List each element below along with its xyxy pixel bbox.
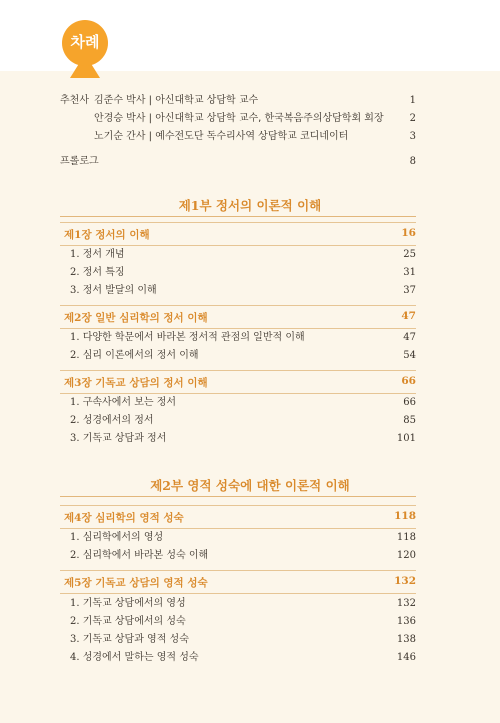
toc-item[interactable]: 1. 구속사에서 보는 정서 — [70, 397, 177, 408]
chapter-2[interactable] — [60, 305, 416, 329]
chapter-3-page: 66 — [401, 375, 416, 387]
toc-item[interactable]: 3. 정서 발달의 이해 — [70, 285, 157, 296]
recommender-1[interactable]: 김준수 박사 | 아신대학교 상담학 교수 — [94, 95, 259, 106]
toc-item[interactable]: 2. 심리학에서 바라본 성숙 이해 — [70, 550, 209, 561]
toc-item[interactable]: 3. 기독교 상담과 영적 성숙 — [70, 634, 189, 645]
part-2-rule — [60, 496, 416, 497]
recommenders-label: 추천사 — [60, 95, 89, 106]
chapter-3[interactable] — [60, 370, 416, 394]
toc-item-page: 85 — [403, 415, 416, 426]
toc-item[interactable]: 2. 기독교 상담에서의 성숙 — [70, 616, 186, 627]
part-1-rule — [60, 216, 416, 217]
toc-item[interactable]: 1. 정서 개념 — [70, 249, 125, 260]
toc-item[interactable]: 1. 기독교 상담에서의 영성 — [70, 598, 186, 609]
toc-item-page: 120 — [396, 550, 416, 561]
toc-item-page: 118 — [396, 532, 416, 543]
recommender-3[interactable]: 노기순 간사 | 예수전도단 독수리사역 상담학교 코디네이터 — [94, 131, 349, 142]
toc-item-page: 132 — [396, 598, 416, 609]
chapter-2-page: 47 — [401, 310, 416, 322]
prologue-link[interactable]: 프롤로그 — [60, 156, 99, 167]
chapter-4-page: 118 — [394, 510, 416, 522]
prologue-page: 8 — [409, 156, 416, 167]
part-1-title: 제1부 정서의 이론적 이해 — [178, 198, 322, 213]
chapter-2-title: 제2장 일반 심리학의 정서 이해 — [64, 312, 208, 324]
chapter-1[interactable] — [60, 222, 416, 246]
toc-item-page: 138 — [396, 634, 416, 645]
toc-item[interactable]: 3. 기독교 상담과 정서 — [70, 433, 167, 444]
toc-item-page: 66 — [403, 397, 416, 408]
chapter-4[interactable] — [60, 505, 416, 529]
toc-item-page: 47 — [403, 332, 416, 343]
recommender-1-page: 1 — [409, 95, 416, 106]
toc-item-page: 37 — [403, 285, 416, 296]
toc-item-page: 136 — [396, 616, 416, 627]
toc-item[interactable]: 1. 심리학에서의 영성 — [70, 532, 164, 543]
toc-item-page: 31 — [403, 267, 416, 278]
toc-badge-label: 차례 — [70, 33, 100, 51]
chapter-5-page: 132 — [394, 575, 416, 587]
toc-item-page: 146 — [396, 652, 416, 663]
chapter-3-title: 제3장 기독교 상담의 정서 이해 — [64, 377, 208, 389]
chapter-5[interactable] — [60, 570, 416, 594]
recommender-2-page: 2 — [409, 113, 416, 124]
toc-badge — [62, 20, 108, 78]
chapter-5-title: 제5장 기독교 상담의 영적 성숙 — [64, 577, 208, 589]
toc-item-page: 101 — [396, 433, 416, 444]
toc-item[interactable]: 2. 심리 이론에서의 정서 이해 — [70, 350, 199, 361]
recommender-2[interactable]: 안경승 박사 | 아신대학교 상담학 교수, 한국복음주의상담학회 회장 — [94, 113, 384, 124]
chapter-4-title: 제4장 심리학의 영적 성숙 — [64, 512, 184, 524]
toc-item[interactable]: 2. 정서 특징 — [70, 267, 125, 278]
part-2-title: 제2부 영적 성숙에 대한 이론적 이해 — [150, 478, 350, 493]
toc-item[interactable]: 4. 성경에서 말하는 영적 성숙 — [70, 652, 199, 663]
chapter-1-page: 16 — [401, 227, 416, 239]
toc-item[interactable]: 1. 다양한 학문에서 바라본 정서적 관점의 일반적 이해 — [70, 332, 305, 343]
toc-item-page: 25 — [403, 249, 416, 260]
toc-item-page: 54 — [403, 350, 416, 361]
toc-item[interactable]: 2. 성경에서의 정서 — [70, 415, 154, 426]
recommender-3-page: 3 — [409, 131, 416, 142]
chapter-1-title: 제1장 정서의 이해 — [64, 229, 150, 241]
